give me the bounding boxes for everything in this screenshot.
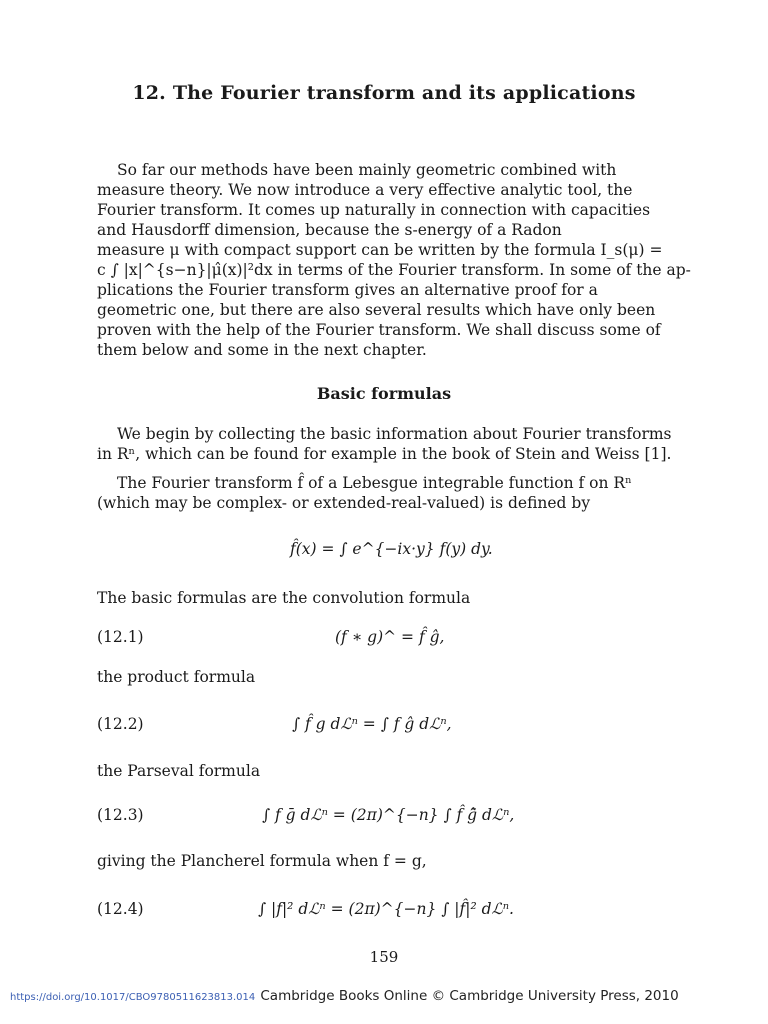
equation-number: (12.2) [97,715,144,733]
product-intro: the product formula [97,668,256,686]
page-number: 159 [369,948,399,966]
basic-line: We begin by collecting the basic information about Fourier transforms [117,425,672,443]
equation-number: (12.1) [97,628,144,646]
parseval-equation: ∫ f ḡ dℒⁿ = (2π)^{−n} ∫ f̂ ĝ̄ dℒⁿ, [262,806,515,824]
intro-line: and Hausdorff dimension, because the s-energy of a Radon [97,221,562,239]
definition-line: (which may be complex- or extended-real-valued) is defined by [97,494,591,512]
intro-line: geometric one, but there are also several results which have only been [97,301,656,319]
intro-line: measure μ with compact support can be written by the formula I_s(μ) = [97,241,663,259]
intro-line: c ∫ |x|^{s−n}|μ̂(x)|²dx in terms of the Fourier transform. In some of the ap- [97,261,691,279]
intro-paragraph [97,160,691,360]
intro-line: them below and some in the next chapter. [97,341,427,359]
intro-line: proven with the help of the Fourier transform. We shall discuss some of [97,321,661,339]
definition-line: The Fourier transform f̂ of a Lebesgue integrable function f on Rⁿ [117,474,632,492]
plancherel-equation: ∫ |f|² dℒⁿ = (2π)^{−n} ∫ |f̂|² dℒⁿ. [258,900,514,918]
fourier-definition-equation: f̂(x) = ∫ e^{−ix·y} f(y) dy. [290,540,493,558]
intro-line: So far our methods have been mainly geometric combined with [117,161,617,179]
convolution-intro: The basic formulas are the convolution formula [97,589,471,607]
intro-line: measure theory. We now introduce a very effective analytic tool, the [97,181,633,199]
equation-number: (12.3) [97,806,144,824]
convolution-equation: (f ∗ g)^ = f̂ ĝ, [335,628,445,646]
intro-line: Fourier transform. It comes up naturally in connection with capacities [97,201,651,219]
doi-link[interactable]: https://doi.org/10.1017/CBO9780511623813.014 [10,992,256,1003]
plancherel-intro: giving the Plancherel formula when f = g, [97,852,427,870]
footer [10,985,679,1004]
parseval-intro: the Parseval formula [97,762,261,780]
chapter-title: 12. The Fourier transform and its applications [132,82,636,104]
product-equation: ∫ f̂ g dℒⁿ = ∫ f ĝ dℒⁿ, [292,715,452,733]
publisher-notice: Cambridge Books Online © Cambridge University Press, 2010 [260,988,679,1004]
basic-paragraph [97,424,677,464]
basic-line: in Rⁿ, which can be found for example in the book of Stein and Weiss [1]. [97,445,672,463]
equation-number: (12.4) [97,900,144,918]
intro-line: plications the Fourier transform gives an alternative proof for a [97,281,598,299]
section-heading: Basic formulas [316,384,452,403]
definition-paragraph [97,473,677,513]
